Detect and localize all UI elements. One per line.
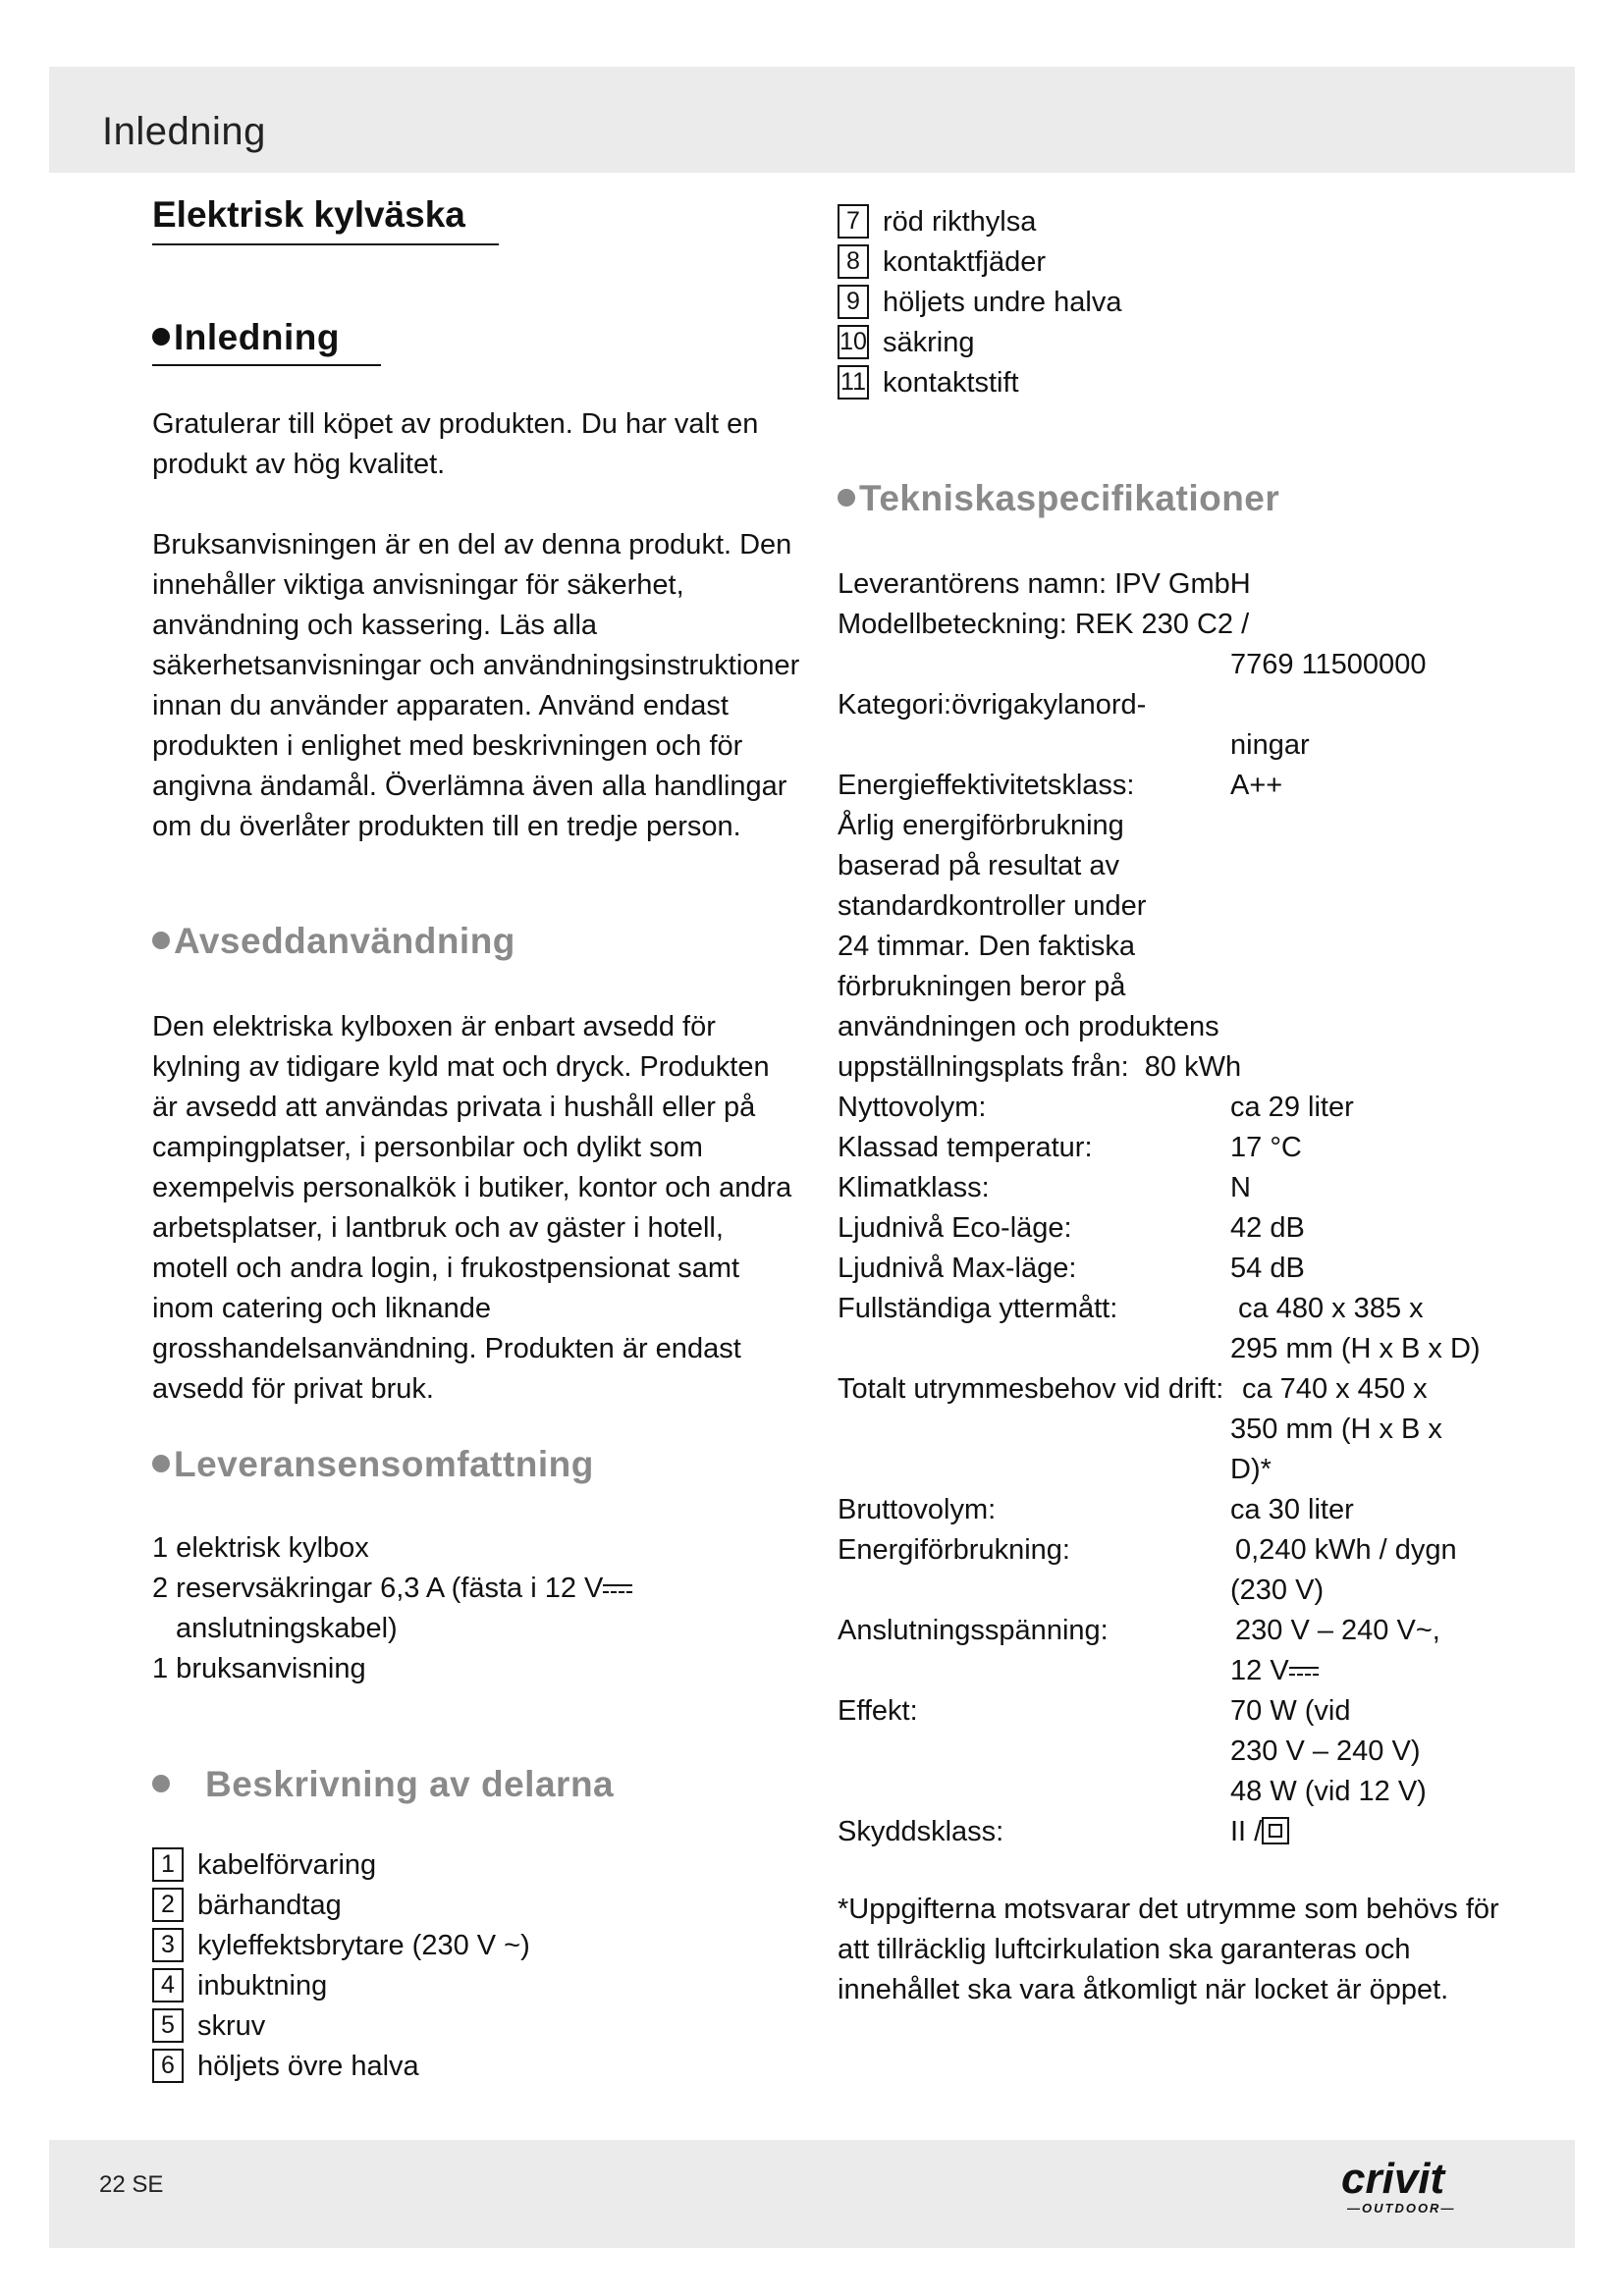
part-item: 8 kontaktfjäder xyxy=(838,242,1121,283)
part-item: 3 kyleffektsbrytare (230 V ~) xyxy=(152,1926,530,1966)
spec-model-cont: 7769 11500000 xyxy=(1230,649,1427,680)
bullet-icon xyxy=(152,932,170,949)
page-header-title: Inledning xyxy=(102,110,266,153)
part-item: 7 röd rikthylsa xyxy=(838,202,1121,242)
part-item: 11 kontaktstift xyxy=(838,363,1121,403)
crivit-logo xyxy=(1337,2150,1475,2218)
spec-protection: Skyddsklass: II / xyxy=(838,1812,1505,1852)
part-item: 4 inbuktning xyxy=(152,1966,530,2006)
intro-paragraph-1: Gratulerar till köpet av produkten. Du har valt en produkt av hög kvalitet. xyxy=(152,408,759,480)
spec-row: Nyttovolym: ca 29 liter xyxy=(838,1092,1354,1123)
specs-heading: Tekniskaspecifikationer xyxy=(838,478,1279,519)
spec-row: Klimatklass: N xyxy=(838,1172,1251,1203)
bullet-icon xyxy=(838,489,855,507)
bullet-icon xyxy=(152,328,170,346)
spec-category: Kategori:övrigakylanord- xyxy=(838,689,1147,721)
document-title: Elektrisk kylväska xyxy=(152,194,465,235)
list-item: 2 reservsäkringar 6,3 A (fästa i 12 V xyxy=(152,1569,800,1609)
spec-voltage-cont: 12 V xyxy=(838,1651,1505,1691)
title-underline xyxy=(152,243,499,245)
spec-power: Effekt: 70 W (vid xyxy=(838,1695,1351,1727)
brand-subtitle: —OUTDOOR— xyxy=(1347,2201,1456,2216)
spec-annual-value: uppställningsplats från: 80 kWh xyxy=(838,1051,1242,1083)
spec-gross: Bruttovolym: ca 30 liter xyxy=(838,1494,1354,1525)
double-insulation-icon xyxy=(1262,1817,1289,1844)
intro-heading: Inledning xyxy=(152,317,340,358)
intro-heading-underline xyxy=(152,364,381,366)
part-item: 6 höljets övre halva xyxy=(152,2047,530,2087)
intro-paragraph-2: Bruksanvisningen är en del av denna produkt. Den innehåller viktiga anvisningar för säkerhet, användning och kassering. Läs alla säkerhetsanvisningar och användningsinstruktioner innan du använder apparaten. Använd endast produkten i enlighet med beskrivningen och för angivna ändamål. Överlämna även alla handlingar om du överlåter produkten till en tredje person. xyxy=(152,529,800,842)
spec-outer-dim: Fullständiga yttermått: ca 480 x 385 x xyxy=(838,1293,1424,1324)
spec-annual-line: standardkontroller under xyxy=(838,890,1147,922)
bullet-icon xyxy=(152,1775,170,1792)
spec-space-cont: 350 mm (H x B x xyxy=(1230,1414,1442,1445)
spec-annual-line: 24 timmar. Den faktiska xyxy=(838,931,1135,962)
spec-space: Totalt utrymmesbehov vid drift: ca 740 x 450 x xyxy=(838,1373,1428,1405)
part-item: 2 bärhandtag xyxy=(152,1886,530,1926)
header-bar xyxy=(49,67,1575,173)
bullet-icon xyxy=(152,1455,170,1472)
list-item: anslutningskabel) xyxy=(176,1613,398,1644)
spec-row: Klassad temperatur: 17 °C xyxy=(838,1132,1302,1163)
part-item: 5 skruv xyxy=(152,2006,530,2047)
spec-annual-line: Årlig energiförbrukning xyxy=(838,810,1124,841)
brand-logo-icon xyxy=(1337,2150,1475,2218)
part-item: 10 säkring xyxy=(838,323,1121,363)
specs-footnote: *Uppgifterna motsvarar det utrymme som behövs för att tillräcklig luftcirkulation ska garanteras och innehållet ska vara åtkomligt när locket är öppet. xyxy=(838,1894,1499,2005)
spec-row: Ljudnivå Eco-läge: 42 dB xyxy=(838,1212,1305,1244)
page-number: 22 SE xyxy=(99,2171,164,2198)
delivery-heading: Leveransensomfattning xyxy=(152,1444,594,1485)
spec-outer-dim-cont: 295 mm (H x B x D) xyxy=(1230,1333,1481,1364)
spec-voltage: Anslutningsspänning: 230 V – 240 V~, xyxy=(838,1615,1440,1646)
spec-consumption-cont: (230 V) xyxy=(1230,1575,1325,1606)
part-item: 9 höljets undre halva xyxy=(838,283,1121,323)
parts-list-left xyxy=(152,1845,530,2087)
dc-symbol-icon xyxy=(603,1582,632,1596)
delivery-list xyxy=(152,1528,800,1689)
spec-model: Modellbeteckning: REK 230 C2 / xyxy=(838,609,1250,640)
list-item: 1 bruksanvisning xyxy=(152,1653,366,1684)
spec-power-cont: 230 V – 240 V) xyxy=(1230,1735,1421,1767)
intended-use-heading: Avseddanvändning xyxy=(152,921,515,962)
spec-power-cont: 48 W (vid 12 V) xyxy=(1230,1776,1427,1807)
spec-space-cont: D)* xyxy=(1230,1454,1272,1485)
spec-energy-class: Energieffektivitetsklass: A++ xyxy=(838,770,1283,801)
list-item: 1 elektrisk kylbox xyxy=(152,1532,369,1564)
spec-annual-line: användningen och produktens xyxy=(838,1011,1219,1042)
parts-heading: Beskrivning av delarna xyxy=(152,1764,614,1805)
brand-name: crivit xyxy=(1341,2155,1445,2203)
specs-block xyxy=(838,564,1505,1852)
spec-supplier: Leverantörens namn: IPV GmbH xyxy=(838,568,1251,600)
dc-symbol-icon xyxy=(1289,1665,1319,1679)
spec-row: Ljudnivå Max-läge: 54 dB xyxy=(838,1253,1305,1284)
parts-list-right xyxy=(838,202,1121,403)
spec-annual-line: förbrukningen beror på xyxy=(838,971,1126,1002)
part-item: 1 kabelförvaring xyxy=(152,1845,530,1886)
spec-category-cont: ningar xyxy=(1230,729,1310,761)
spec-consumption: Energiförbrukning: 0,240 kWh / dygn xyxy=(838,1534,1457,1566)
spec-annual-line: baserad på resultat av xyxy=(838,850,1119,881)
intended-use-paragraph: Den elektriska kylboxen är enbart avsedd för kylning av tidigare kyld mat och dryck. Produkten är avsedd att användas privata i hushåll eller på campingplatser, i personbilar och dylikt som exempelvis personalkök i butiker, kontor och andra arbetsplatser, i lantbruk och av gäster i hotell, motell och andra login, i frukostpensionat samt inom catering och liknande grosshandelsanvändning. Produkten är endast avsedd för privat bruk. xyxy=(152,1011,792,1405)
